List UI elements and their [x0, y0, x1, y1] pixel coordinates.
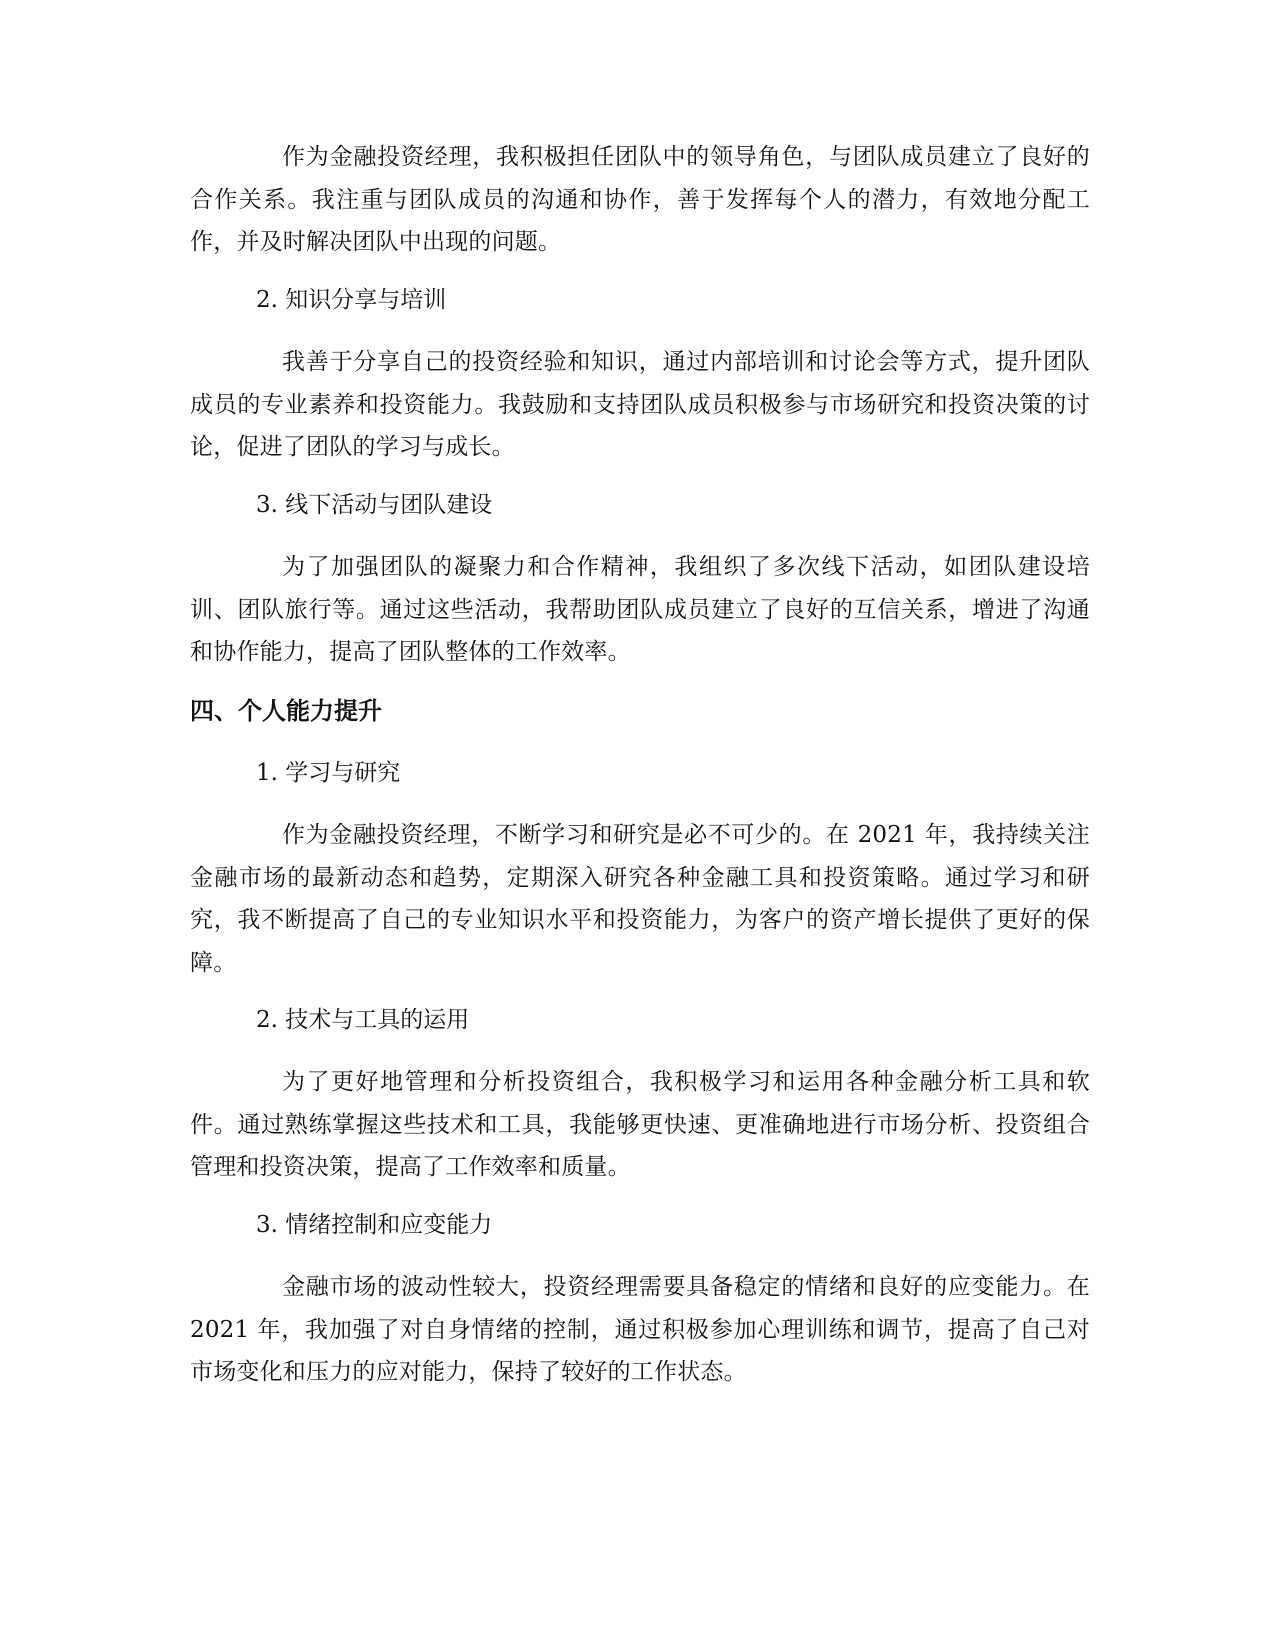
paragraph-learning-research: 作为金融投资经理，不断学习和研究是必不可少的。在 2021 年，我持续关注金融市场的最新动态和趋势，定期深入研究各种金融工具和投资策略。通过学习和研究，我不断提高了自己的专业知识水平和投资能力，为客户的资产增长提供了更好的保障。 [190, 822, 1090, 976]
list-item-emotion-control: 3. 情绪控制和应变能力 [256, 1212, 493, 1238]
list-item-offline-activities: 3. 线下活动与团队建设 [256, 492, 493, 518]
list-item-learning-research: 1. 学习与研究 [256, 760, 401, 786]
paragraph-knowledge-sharing: 我善于分享自己的投资经验和知识，通过内部培训和讨论会等方式，提升团队成员的专业素养和投资能力。我鼓励和支持团队成员积极参与市场研究和投资决策的讨论，促进了团队的学习与成长。 [190, 349, 1090, 460]
paragraph-team-leadership: 作为金融投资经理，我积极担任团队中的领导角色，与团队成员建立了良好的合作关系。我注重与团队成员的沟通和协作，善于发挥每个人的潜力，有效地分配工作，并及时解决团队中出现的问题。 [190, 144, 1090, 255]
list-item-tools-usage: 2. 技术与工具的运用 [256, 1007, 470, 1033]
paragraph-emotion-control: 金融市场的波动性较大，投资经理需要具备稳定的情绪和良好的应变能力。在 2021 年，我加强了对自身情绪的控制，通过积极参加心理训练和调节，提高了自己对市场变化和压力的应对能力，保持了较好的工作状态。 [190, 1274, 1090, 1385]
paragraph-tools-usage: 为了更好地管理和分析投资组合，我积极学习和运用各种金融分析工具和软件。通过熟练掌握这些技术和工具，我能够更快速、更准确地进行市场分析、投资组合管理和投资决策，提高了工作效率和质量。 [190, 1069, 1090, 1180]
list-item-knowledge-sharing: 2. 知识分享与培训 [256, 287, 447, 313]
paragraph-offline-activities: 为了加强团队的凝聚力和合作精神，我组织了多次线下活动，如团队建设培训、团队旅行等。通过这些活动，我帮助团队成员建立了良好的互信关系，增进了沟通和协作能力，提高了团队整体的工作效率。 [190, 554, 1090, 665]
section-heading-personal-ability: 四、个人能力提升 [190, 697, 382, 725]
